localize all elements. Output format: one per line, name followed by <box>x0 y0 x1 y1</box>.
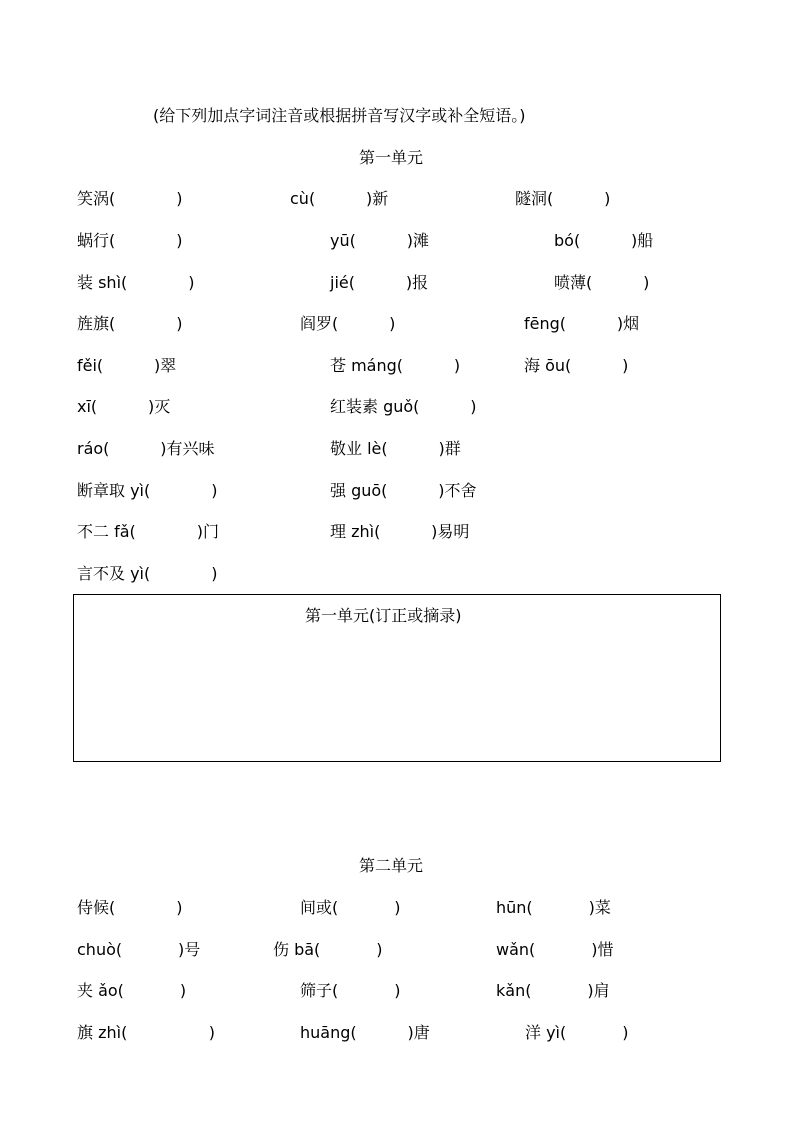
list-item: 阎罗( ) <box>300 314 396 333</box>
list-item: jié( )报 <box>330 273 429 292</box>
list-item: 隧洞( ) <box>515 189 611 208</box>
list-item: 苍 máng( ) <box>330 356 461 375</box>
list-item: fēng( )烟 <box>524 314 640 333</box>
list-item: 断章取 yì( ) <box>77 481 218 500</box>
list-item: hūn( )菜 <box>496 898 611 917</box>
list-item: 伤 bā( ) <box>273 940 383 959</box>
list-item: wǎn( )惜 <box>496 940 614 959</box>
list-item: 喷薄( ) <box>554 273 650 292</box>
list-item: fěi( )翠 <box>77 356 177 375</box>
list-item: kǎn( )肩 <box>496 981 610 1000</box>
correction-box-title: 第一单元(订正或摘录) <box>305 606 462 625</box>
list-item: 旌旗( ) <box>77 314 183 333</box>
list-item: ráo( )有兴味 <box>77 439 215 458</box>
list-item: 敬业 lè( )群 <box>330 439 461 458</box>
list-item: 理 zhì( )易明 <box>330 522 470 541</box>
list-item: cù( )新 <box>290 189 389 208</box>
list-item: xī( )灭 <box>77 397 171 416</box>
list-item: 装 shì( ) <box>77 273 195 292</box>
list-item: chuò( )号 <box>77 940 201 959</box>
list-item: 不二 fǎ( )门 <box>77 522 220 541</box>
list-item: yū( )滩 <box>330 231 429 250</box>
list-item: 言不及 yì( ) <box>77 564 218 583</box>
list-item: 洋 yì( ) <box>525 1023 629 1042</box>
list-item: 旗 zhì( ) <box>77 1023 215 1042</box>
list-item: 夹 ǎo( ) <box>77 981 187 1000</box>
list-item: bó( )船 <box>554 231 654 250</box>
list-item: 红装素 guǒ( ) <box>330 397 477 416</box>
unit1-title: 第一单元 <box>359 148 424 167</box>
list-item: 蜗行( ) <box>77 231 183 250</box>
list-item: 海 ōu( ) <box>524 356 629 375</box>
list-item: 侍候( ) <box>77 898 183 917</box>
list-item: 强 guō( )不舍 <box>330 481 477 500</box>
list-item: 间或( ) <box>300 898 401 917</box>
unit2-title: 第二单元 <box>359 856 424 875</box>
list-item: 笑涡( ) <box>77 189 183 208</box>
list-item: huāng( )唐 <box>300 1023 430 1042</box>
instruction: (给下列加点字词注音或根据拼音写汉字或补全短语。) <box>153 106 526 125</box>
list-item: 筛子( ) <box>300 981 401 1000</box>
